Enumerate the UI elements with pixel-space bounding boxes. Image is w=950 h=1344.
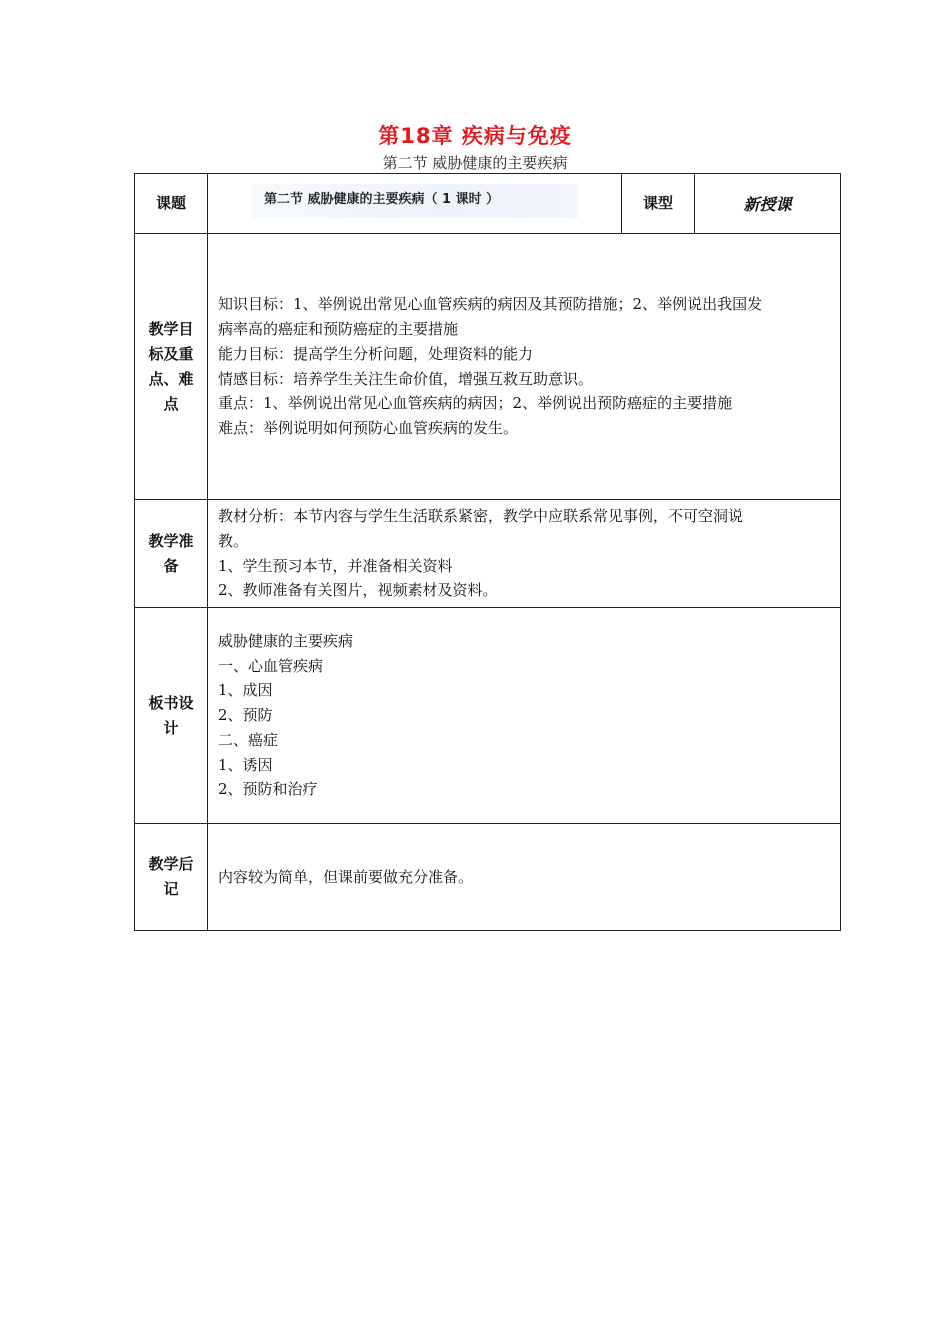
objectives-line: 重点：1、举例说出常见心血管疾病的病因；2、举例说出预防癌症的主要措施 [218,394,733,413]
objectives-label-line: 教学目 [148,319,194,338]
reflection-label-line: 教学后 [148,855,194,873]
preparation-content [208,500,841,608]
board-line: 威胁健康的主要疾病 [218,631,354,650]
row-preparation [135,500,841,608]
row-topic [135,174,841,234]
preparation-label-line: 备 [163,556,179,575]
board-line: 2、预防和治疗 [218,780,318,799]
row-board-design [135,608,841,824]
objectives-label-line: 点、难 [148,369,194,388]
reflection-label-line: 记 [163,880,179,898]
lesson-title: 第二节 威胁健康的主要疾病（ 1 课时 ） [264,192,500,207]
row-reflection [135,824,841,931]
objectives-line: 能力目标：提高学生分析问题，处理资料的能力 [218,344,534,363]
board-design-label [135,608,208,824]
lesson-plan-table [134,173,841,931]
board-design-label-line: 计 [163,718,179,737]
topic-label: 课题 [135,174,208,234]
board-line: 2、预防 [218,706,273,725]
board-line: 二、癌症 [218,730,279,749]
reflection-content [208,824,841,931]
objectives-label [135,234,208,500]
preparation-label [135,500,208,608]
preparation-line: 1、学生预习本节，并准备相关资料 [218,556,453,575]
preparation-label-line: 教学准 [148,531,194,550]
reflection-label [135,824,208,931]
objectives-content [208,234,841,500]
board-design-label-line: 板书设 [148,693,194,712]
objectives-line: 病率高的癌症和预防癌症的主要措施 [218,319,459,338]
chapter-title: 第18章 疾病与免疫 [378,124,572,148]
preparation-line: 教材分析：本节内容与学生生活联系紧密，教学中应联系常见事例，不可空洞说 [218,506,744,525]
board-line: 1、诱因 [218,755,273,774]
course-type-value: 新授课 [695,174,841,234]
course-type-label: 课型 [622,174,695,234]
section-subtitle: 第二节 威胁健康的主要疾病 [382,154,568,172]
objectives-line: 难点：举例说明如何预防心血管疾病的发生。 [218,419,519,438]
preparation-line: 2、教师准备有关图片，视频素材及资料。 [218,581,498,600]
objectives-label-line: 标及重 [148,344,194,363]
objectives-line: 知识目标：1、举例说出常见心血管疾病的病因及其预防措施；2、举例说出我国发 [218,295,763,314]
reflection-text: 内容较为简单，但课前要做充分准备。 [218,867,474,886]
lesson-title-cell [208,174,622,234]
board-line: 1、成因 [218,681,273,700]
board-line: 一、心血管疾病 [218,656,324,675]
board-design-content [208,608,841,824]
objectives-line: 情感目标：培养学生关注生命价值，增强互救互助意识。 [218,369,594,388]
preparation-line: 教。 [218,531,249,550]
row-objectives [135,234,841,500]
objectives-label-line: 点 [163,394,179,413]
